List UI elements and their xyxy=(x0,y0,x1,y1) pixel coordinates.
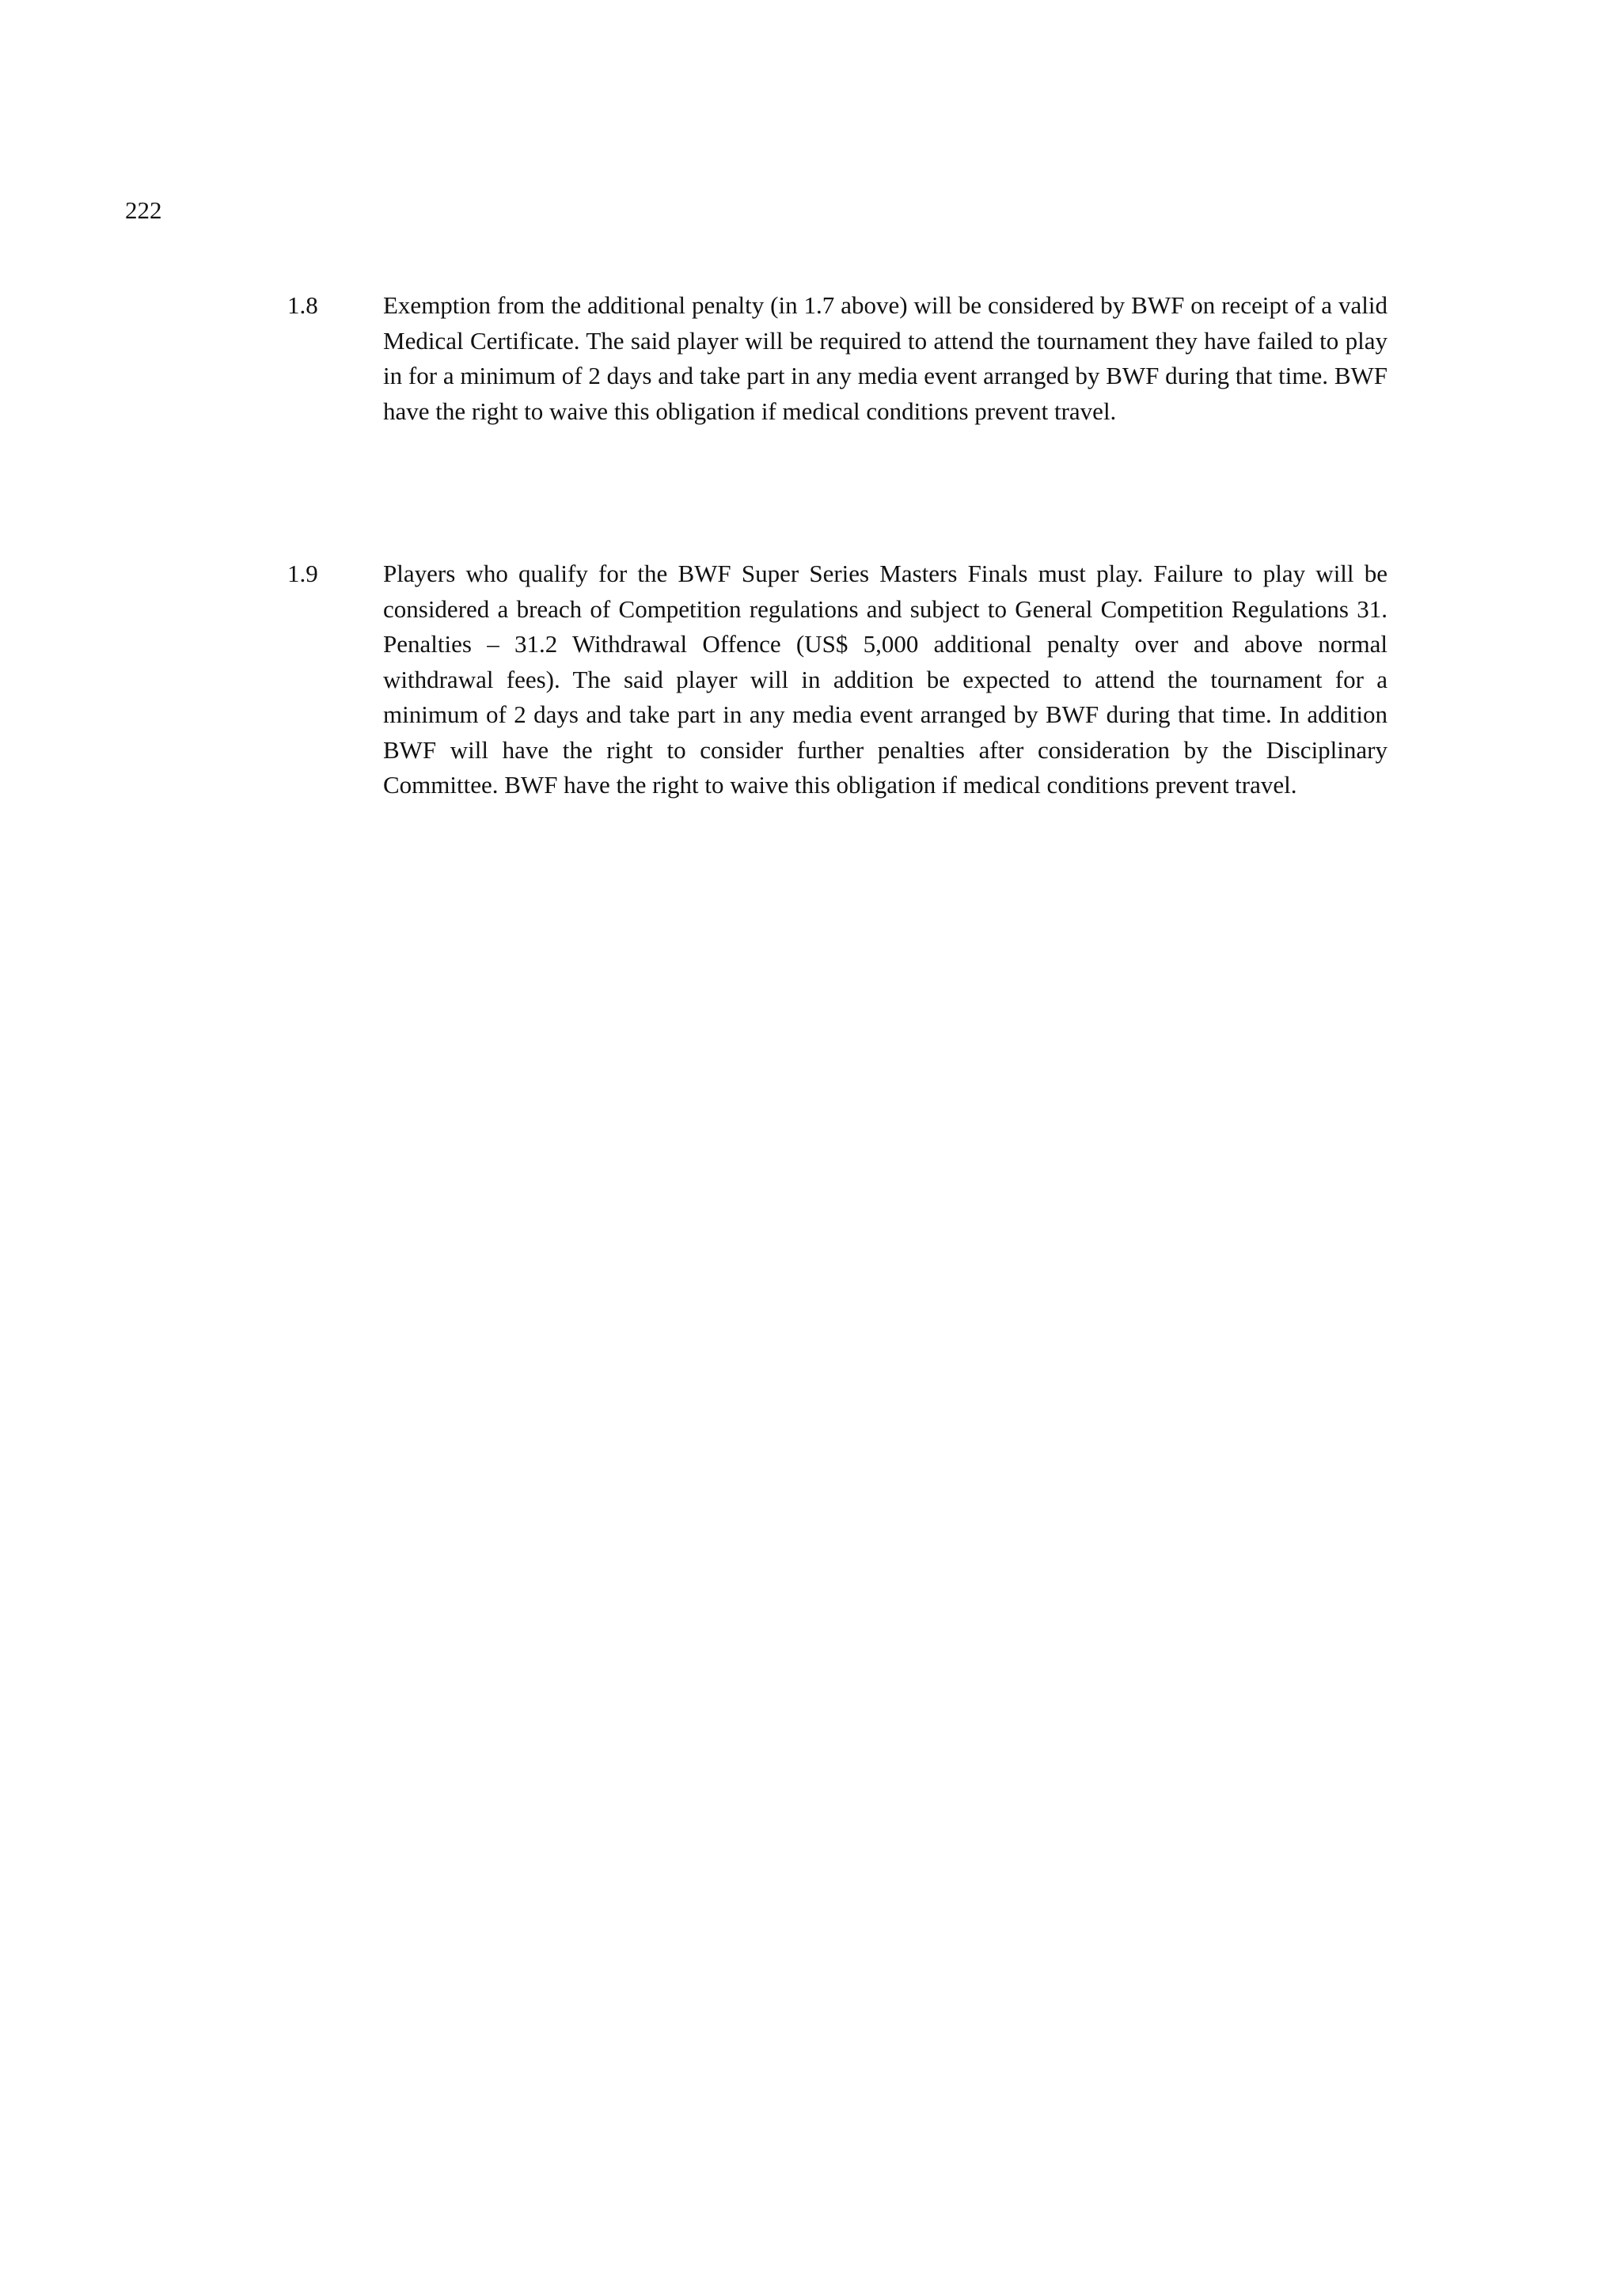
clause-number: 1.9 xyxy=(287,560,318,587)
clause-number: 1.8 xyxy=(287,291,318,319)
clause-text: Exemption from the additional penalty (in 1.7 above) will be considered by BWF on receipt of a valid Medical Certificate. The said player will be required to attend the tournament they have failed to play in for a minimum of 2 days and take part in any media event arranged by BWF during that time. BWF have the right to waive this obligation if medical conditions prevent travel. xyxy=(383,291,1388,425)
clause-text: Players who qualify for the BWF Super Series Masters Finals must play. Failure to play will be considered a breach of Competition regulations and subject to General Competition Regulations 31. Penalties – 31.2 Withdrawal Offence (US$ 5,000 additional penalty over and above normal withdrawal fees). The said player will in addition be expected to attend the tournament for a minimum of 2 days and take part in any media event arranged by BWF during that time. In addition BWF will have the right to consider further penalties after consideration by the Disciplinary Committee. BWF have the right to waive this obligation if medical conditions prevent travel. xyxy=(383,560,1388,799)
page-number: 222 xyxy=(125,196,162,224)
